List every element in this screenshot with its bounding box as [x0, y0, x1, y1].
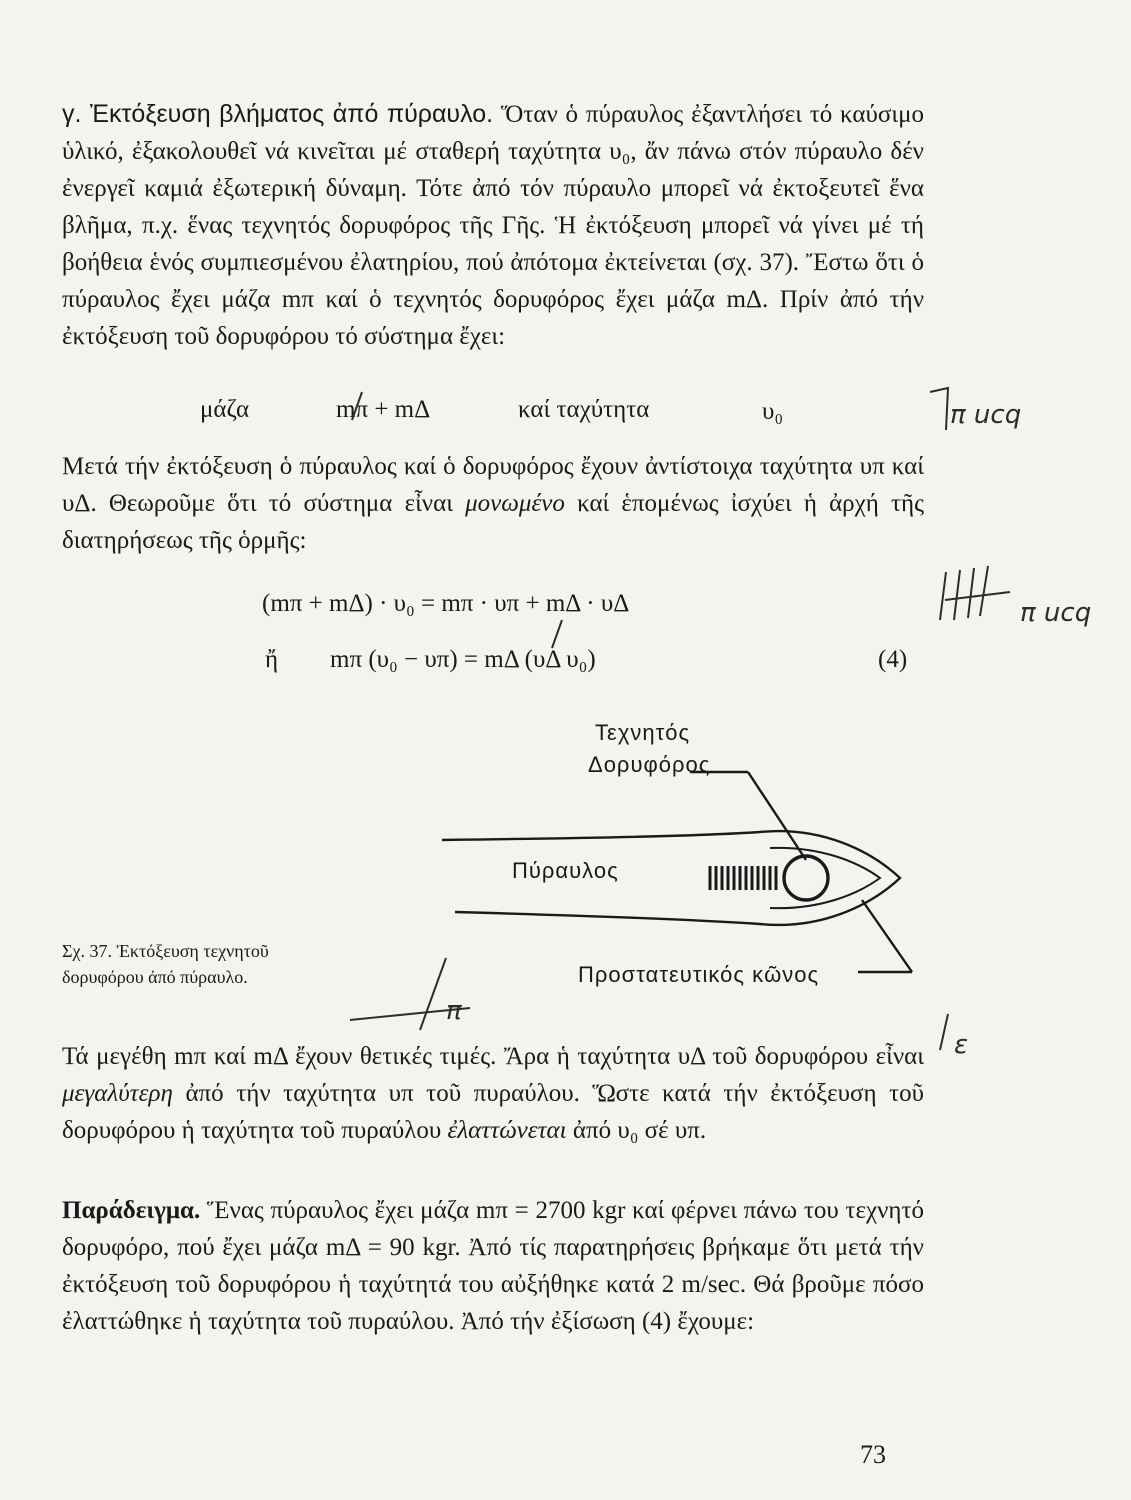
- paragraph-3-mid: ἀπό τήν ταχύτητα υπ τοῦ πυραύλου. Ὥστε κατά τήν ἐκτόξευση τοῦ δορυφόρου ἡ ταχύτητα τοῦ πυραύλου: [62, 1080, 924, 1144]
- satellite-label-line-2: Δορυφόρος: [588, 752, 711, 777]
- figure-annotation: π: [446, 996, 462, 1026]
- paragraph-2-end: καί ἑπομένως ἰσχύει ἡ ἀρχή τῆς διατηρήσεως τῆς ὁρμῆς:: [62, 490, 925, 554]
- figure-caption: Σχ. 37. Ἐκτόξευση τεχνητοῦ δορυφόρου ἀπό πύραυλο.: [62, 941, 269, 987]
- paragraph-3-italic-1: μεγαλύτερη: [62, 1080, 173, 1107]
- paragraph-3-italic-2: ἐλαττώνεται: [447, 1117, 567, 1144]
- satellite-label-line-1: Τεχνητός: [595, 720, 691, 745]
- example-paragraph: [62, 1192, 924, 1340]
- margin-annotation-1: π ucq: [950, 400, 1022, 430]
- paragraph-3-end: ἀπό υ₀ σέ υπ.: [572, 1117, 707, 1144]
- cone-label: Προστατευτικός κῶνος: [578, 962, 820, 987]
- rocket-body-outline: [442, 831, 900, 925]
- momentum-equation-1: (mπ + mΔ) · υ₀ = mπ · υπ + mΔ · υΔ: [262, 590, 630, 617]
- paragraph-2-text: Μετά τήν ἐκτόξευση ὁ πύραυλος καί ὁ δορυφόρος ἔχουν ἀντίστοιχα ταχύτητα υπ καί υΔ. Θεωροῦμε ὅτι τό σύστημα εἶναι: [62, 453, 924, 517]
- mass-label: μάζα: [200, 396, 250, 423]
- paragraph-3-text: Τά μεγέθη mπ καί mΔ ἔχουν θετικές τιμές. Ἄρα ἡ ταχύτητα υΔ τοῦ δορυφόρου εἶναι: [62, 1043, 924, 1070]
- paragraph-1-text: Ὅταν ὁ πύραυλος ἐξαντλήσει τό καύσιμο ὑλικό, ἐξακολουθεῖ νά κινεῖται μέ σταθερή ταχύτητα υ₀, ἄν πάνω στόν πύραυλο δέν ἐνεργεῖ καμιά ἐξωτερική δύναμη. Τότε ἀπό τόν πύραυλο μπορεῖ νά ἐκτοξευτεῖ ἕνα βλῆμα, π.χ. ἕνας τεχνητός δορυφόρος τῆς Γῆς. Ἡ ἐκτόξευση μπορεῖ νά γίνει μέ τή βοήθεια ἑνός συμπιεσμένου ἐλατηρίου, πού ἀπότομα ἐκτείνεται (σχ. 37). Ἔστω ὅτι ὁ πύραυλος ἔχει μάζα mπ καί ὁ τεχνητός δορυφόρος ἔχει μάζα mΔ. Πρίν ἀπό τήν ἐκτόξευση τοῦ δορυφόρου τό σύστημα ἔχει:: [62, 101, 925, 350]
- equation-number: (4): [878, 646, 908, 673]
- margin-annotation-3: ε: [954, 1030, 969, 1060]
- mass-expression: mπ + mΔ: [336, 396, 431, 423]
- compressed-spring: [710, 866, 776, 890]
- velocity-label: καί ταχύτητα: [518, 396, 650, 423]
- velocity-expression: υ₀: [762, 398, 784, 425]
- momentum-equation-2: mπ (υ₀ − υπ) = mΔ (υΔ υ₀): [330, 646, 596, 673]
- section-heading: γ. Ἐκτόξευση βλήματος ἀπό πύραυλο.: [62, 100, 494, 128]
- page-number: 73: [860, 1440, 886, 1469]
- rocket-label: Πύραυλος: [512, 858, 619, 883]
- paragraph-2: [62, 448, 924, 559]
- example-text: Ἕνας πύραυλος ἔχει μάζα mπ = 2700 kgr καί φέρνει πάνω του τεχνητό δορυφόρο, πού ἔχει μάζα mΔ = 90 kgr. Ἀπό τίς παρατηρήσεις βρήκαμε ὅτι μετά τήν ἐκτόξευση τοῦ δορυφόρου ἡ ταχύτητά του αὐξήθηκε κατά 2 m/sec. Θά βροῦμε πόσο ἐλαττώθηκε ἡ ταχύτητα τοῦ πυραύλου. Ἀπό τήν ἐξίσωση (4) ἔχουμε:: [62, 1197, 924, 1335]
- satellite-circle: [784, 856, 828, 900]
- example-label: Παράδειγμα.: [62, 1197, 201, 1224]
- equation-or: ἤ: [265, 646, 279, 673]
- paragraph-3: [62, 1038, 924, 1149]
- paragraph-2-italic: μονωμένο: [465, 490, 565, 517]
- margin-annotation-2: π ucq: [1020, 598, 1092, 628]
- section-paragraph-1: [62, 96, 924, 355]
